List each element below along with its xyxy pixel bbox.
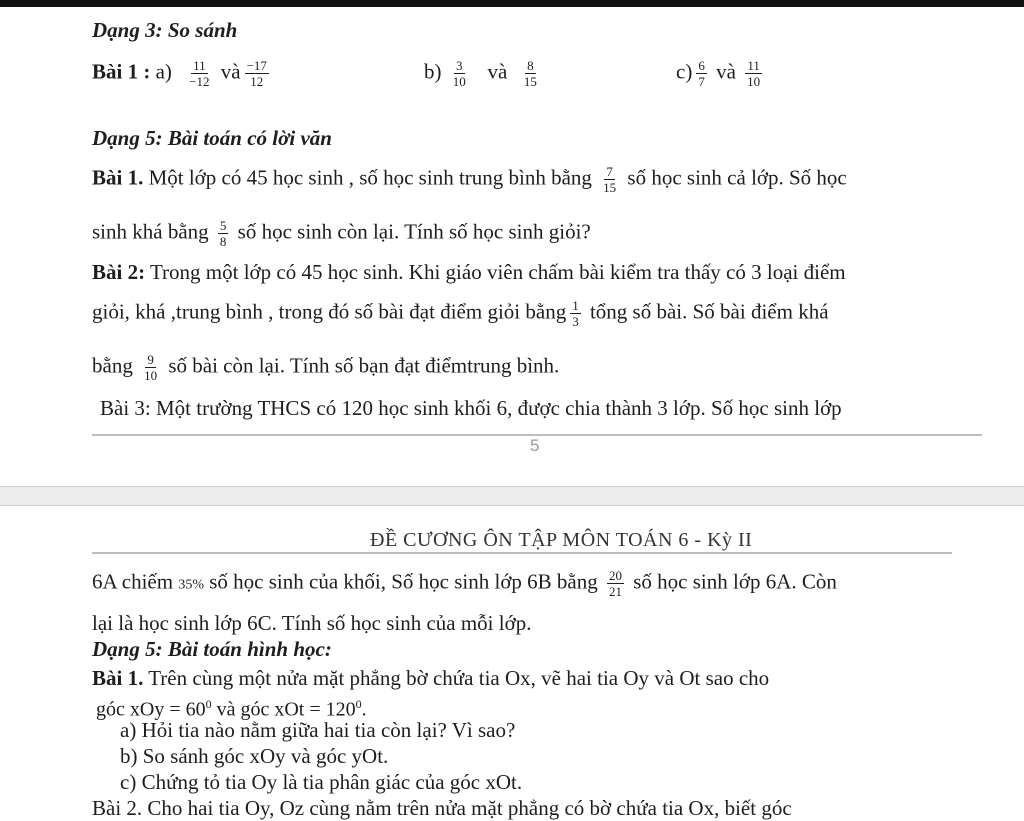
text: 6A chiếm bbox=[92, 569, 174, 594]
text: số học sinh cả lớp. Số học bbox=[627, 165, 847, 190]
text: và góc xOt = 120 bbox=[211, 698, 356, 721]
section-heading-hinh-hoc: Dạng 5: Bài toán hình học: bbox=[92, 637, 332, 661]
bai2-line1 bbox=[92, 260, 846, 284]
page-header-rule bbox=[92, 552, 952, 554]
text: Trên cùng một nửa mặt phẳng bờ chứa tia Ox, vẽ hai tia Oy và Ot sao cho bbox=[148, 666, 770, 690]
conjunction: và bbox=[716, 59, 736, 84]
page-break-gap bbox=[0, 486, 1024, 506]
bai2-partial-line: Bài 2. Cho hai tia Oy, Oz cùng nằm trên nửa mặt phẳng có bờ chứa tia Ox, biết góc bbox=[92, 796, 792, 820]
text: góc xOy = 60 bbox=[96, 698, 206, 721]
fraction: $\frac{11}{10}$ bbox=[747, 58, 761, 89]
fraction: $\frac{7}{15}$ bbox=[603, 164, 617, 195]
fraction: $\frac{8}{15}$ bbox=[523, 58, 537, 89]
bai3-line1: Bài 3: Một trường THCS có 120 học sinh khối 6, được chia thành 3 lớp. Số học sinh lớp bbox=[100, 396, 842, 420]
dang3-bai1-a bbox=[92, 58, 273, 89]
exercise-label: Bài 1. bbox=[92, 666, 144, 690]
list-item-b: b) So sánh góc xOy và góc yOt. bbox=[120, 744, 389, 768]
degree: 0 bbox=[355, 697, 362, 711]
page-header-title: ĐỀ CƯƠNG ÔN TẬP MÔN TOÁN 6 - Kỳ II bbox=[370, 529, 753, 551]
fraction: $\frac{20}{21}$ bbox=[609, 568, 622, 599]
fraction: $\frac{6}{7}$ bbox=[698, 58, 705, 89]
exercise-label: Bài 1 : bbox=[92, 59, 151, 84]
fraction: $\frac{3}{10}$ bbox=[452, 58, 466, 89]
text: bằng bbox=[92, 353, 133, 378]
conjunction: và bbox=[487, 59, 508, 84]
dang3-bai1-c bbox=[676, 58, 766, 89]
fraction: $\frac{-17}{12}$ bbox=[246, 58, 267, 89]
bai3-cont-line1 bbox=[92, 568, 837, 599]
bai1-line2 bbox=[92, 218, 591, 249]
bai1-line1 bbox=[92, 164, 847, 195]
bai2-line2 bbox=[92, 298, 829, 329]
fraction: $\frac{1}{3}$ bbox=[572, 298, 579, 329]
text: sinh khá bằng bbox=[92, 219, 209, 244]
percentage: 35% bbox=[178, 577, 204, 593]
part-label: a) bbox=[155, 59, 172, 84]
page-number: 5 bbox=[530, 436, 540, 455]
hinh-bai1-line1 bbox=[92, 666, 769, 690]
bai3-cont-line2: lại là học sinh lớp 6C. Tính số học sinh của mỗi lớp. bbox=[92, 611, 532, 635]
text: số học sinh còn lại. Tính số học sinh giỏi? bbox=[237, 219, 591, 244]
section-heading-dang5: Dạng 5: Bài toán có lời văn bbox=[92, 126, 332, 150]
dang3-bai1-b bbox=[424, 58, 543, 89]
text: số bài còn lại. Tính số bạn đạt điểmtrung bình. bbox=[168, 353, 560, 378]
list-item-a: a) Hỏi tia nào nằm giữa hai tia còn lại? Vì sao? bbox=[120, 718, 516, 742]
fraction: $\frac{9}{10}$ bbox=[144, 352, 158, 383]
text: Trong một lớp có 45 học sinh. Khi giáo viên chấm bài kiểm tra thấy có 3 loại điểm bbox=[149, 260, 846, 284]
exercise-label: Bài 2: bbox=[92, 260, 146, 284]
text: giỏi, khá ,trung bình , trong đó số bài đạt điểm giỏi bằng bbox=[92, 299, 567, 324]
top-edge-bar bbox=[0, 0, 1024, 7]
text: . bbox=[361, 698, 367, 721]
text: tổng số bài. Số bài điểm khá bbox=[589, 299, 829, 324]
section-heading-dang3: Dạng 3: So sánh bbox=[92, 18, 238, 42]
text: số học sinh lớp 6A. Còn bbox=[633, 569, 837, 594]
fraction: $\frac{5}{8}$ bbox=[219, 218, 227, 249]
degree: 0 bbox=[205, 697, 212, 711]
part-label: b) bbox=[424, 59, 442, 84]
part-label: c) bbox=[676, 59, 693, 84]
text: Một lớp có 45 học sinh , số học sinh trung bình bằng bbox=[148, 165, 592, 190]
exercise-label: Bài 1. bbox=[92, 165, 144, 190]
list-item-c: c) Chứng tỏ tia Oy là tia phân giác của góc xOt. bbox=[120, 770, 523, 794]
conjunction: và bbox=[220, 59, 241, 84]
fraction: $\frac{11}{-12}$ bbox=[189, 58, 210, 89]
bai2-line3 bbox=[92, 352, 559, 383]
text: số học sinh của khối, Số học sinh lớp 6B bằng bbox=[209, 569, 598, 594]
